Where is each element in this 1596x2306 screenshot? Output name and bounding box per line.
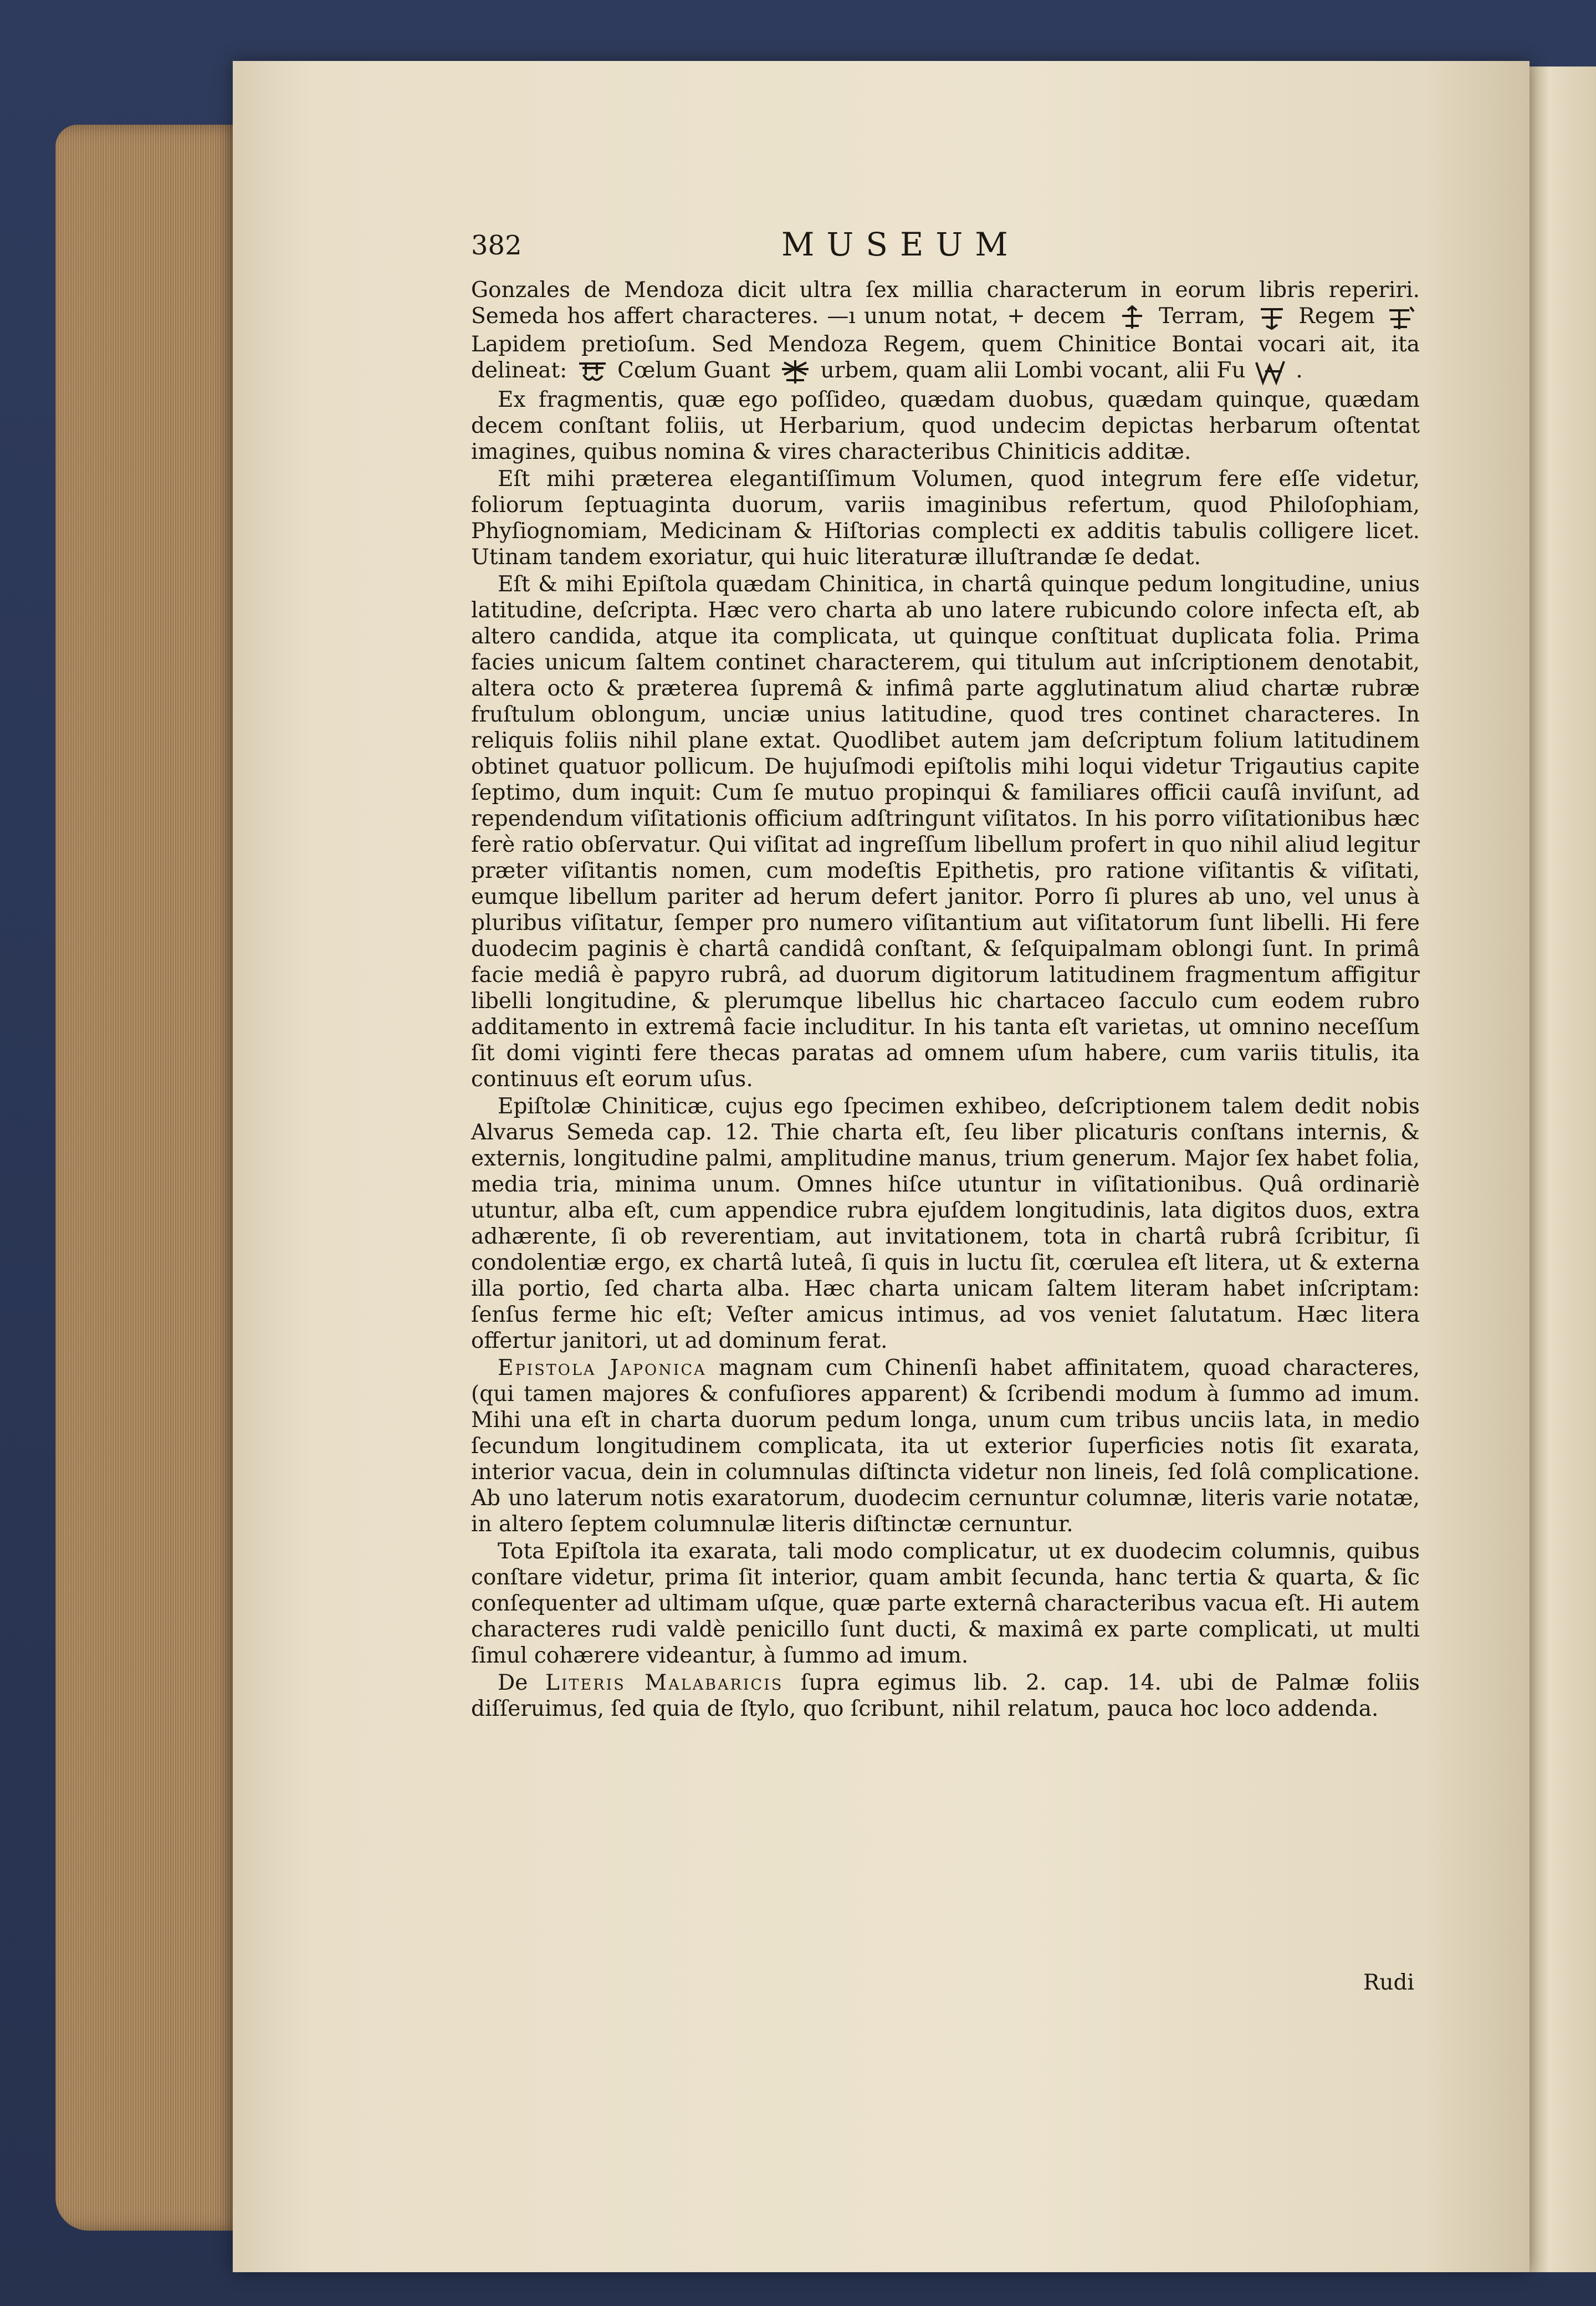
paragraph-7: Tota Epiſtola ita exarata, tali modo complicatur, ut ex duodecim columnis, quibus conſtare videtur, prima ſit interior, quam ambit ſecunda, hanc tertia & quarta, & ſic conſequenter ad ultimam uſque, quæ parte externâ characteribus vacua eſt. Hi autem characteres rudi valdè penicillo ſunt ducti, & maximâ ex parte complicati, ut multi ſimul cohærere videantur, à ſummo ad imum. <box>471 1539 1420 1668</box>
page-body <box>471 277 1420 1723</box>
facing-page-edge <box>1518 67 1596 2272</box>
page-header <box>471 226 1413 274</box>
terra-glyph-icon <box>1114 304 1150 331</box>
book-fore-edge <box>55 125 244 2231</box>
paragraph-8: De Literis Malabaricis ſupra egimus lib. 2. cap. 14. ubi de Palmæ foliis diſſeruimus, ſed quia de ſtylo, quo ſcribunt, nihil relatum, pauca hoc loco addenda. <box>471 1670 1420 1721</box>
fu-glyph-icon <box>1252 358 1289 386</box>
page-number: 382 <box>471 230 522 261</box>
paragraph-5: Epiſtolæ Chiniticæ, cujus ego ſpecimen exhibeo, deſcriptionem talem dedit nobis Alvarus Semeda cap. 12. Thie charta eſt, ſeu liber plicaturis conſtans internis, & externis, longitudine palmi, amplitudine manus, trium generum. Major ſex habet folia, media tria, minima unum. Omnes hiſce utuntur in viſitationibus. Quâ ordinariè utuntur, alba eſt, cum appendice rubra ejuſdem longitudinis, lata digitos duos, extra adhærente, ſi ob reverentiam, aut invitationem, tota in chartâ rubrâ ſcribitur, ſi condolentiæ ergo, ex chartâ luteâ, ſi quis in luctu ſit, cœrulea eſt litera, ut & externa illa portio, ſed charta alba. Hæc charta unicam ſaltem literam habet inſcriptam: ſenſus ferme hic eſt; Veſter amicus intimus, ad vos veniet ſalutatum. Hæc litera offertur janitori, ut ad dominum ferat. <box>471 1094 1420 1353</box>
paragraph-1: Gonzales de Mendoza dicit ultra ſex millia characterum in eorum libris reperiri. Semeda hos affert characteres. —ı unum notat, + decem Terram, Regem Lapidem pretioſum. Sed Mendoza Regem, quem Chinitice Bontai vocari ait, ita delineat: Cœlum Guant urbem, quam alii Lombi vocant, alii Fu . <box>471 277 1420 386</box>
running-head: MUSEUM <box>781 226 1020 263</box>
lapidem-glyph-icon <box>1383 304 1420 331</box>
paragraph-4: Eſt & mihi Epiſtola quædam Chinitica, in chartâ quinque pedum longitudine, unius latitudine, deſcripta. Hæc vero charta ab uno latere rubicundo colore infecta eſt, ab altero candida, atque ita complicata, ut quinque conſtituat duplicata folia. Prima facies unicum ſaltem continet characterem, qui titulum aut inſcriptionem denotabit, altera octo & præterea ſupremâ & infimâ parte agglutinatum aliud chartæ rubræ fruſtulum oblongum, unciæ unius latitudine, quod tres continet characteres. In reliquis foliis nihil plane extat. Quodlibet autem jam deſcriptum folium latitudinem obtinet quatuor pollicum. De hujuſmodi epiſtolis mihi loqui videtur Trigautius capite ſeptimo, dum inquit: Cum ſe mutuo propinqui & familiares officii cauſâ inviſunt, ad rependendum viſitationis officium adſtringunt viſitatos. In his porro viſitationibus hæc ferè ratio obſervatur. Qui viſitat ad ingreſſum libellum profert in quo nihil aliud legitur præter viſitantis nomen, cum modeſtis Epithetis, pro ratione viſitantis & viſitati, eumque libellum pariter ad herum defert janitor. Porro ſi plures ab uno, vel unus à pluribus viſitatur, ſemper pro numero viſitantium aut viſitatorum ſunt libelli. Hi fere duodecim paginis è chartâ candidâ conſtant, & ſeſquipalmam oblongi ſunt. In primâ facie mediâ è papyro rubrâ, ad duorum digitorum latitudinem fragmentum affigitur libelli longitudine, & plerumque libellus hic chartaceo ſacculo cum eodem rubro additamento in extremâ facie includitur. In his tanta eſt varietas, ut omnino neceſſum ſit domi viginti fere thecas paratas ad omnem uſum habere, cum variis titulis, ita continuus eſt eorum uſus. <box>471 572 1420 1092</box>
catchword: Rudi <box>1363 1970 1414 1995</box>
literis-malabaricis-heading: Literis Malabaricis <box>545 1670 784 1695</box>
regem-glyph-icon <box>1254 304 1290 331</box>
urbem-glyph-icon <box>777 358 814 386</box>
paragraph-6: Epistola Japonica magnam cum Chinenſi habet affinitatem, quoad characteres, (qui tamen majores & confuſiores apparent) & ſcribendi modum à ſummo ad imum. Mihi una eſt in charta duorum pedum longa, unum cum tribus unciis lata, in medio ſecundum longitudinem complicata, ita ut exterior ſuperficies notis ſit exarata, interior vacua, dein in columnulas diſtincta videtur non lineis, ſed ſolâ complicatione. Ab uno laterum notis exaratorum, duodecim cernuntur columnæ, literis varie notatæ, in altero ſeptem columnulæ literis diſtinctæ cernuntur. <box>471 1356 1420 1537</box>
paragraph-3: Eſt mihi præterea elegantiſſimum Volumen, quod integrum fere eſſe videtur, foliorum ſeptuaginta duorum, variis imaginibus refertum, quod Philoſophiam, Phyſiognomiam, Medicinam & Hiſtorias complecti ex additis tabulis colligere licet. Utinam tandem exoriatur, qui huic literaturæ illuſtrandæ ſe dedat. <box>471 467 1420 570</box>
paragraph-2: Ex fragmentis, quæ ego poſſideo, quædam duobus, quædam quinque, quædam decem conſtant foliis, ut Herbarium, quod undecim depictas herbarum oſtentat imagines, quibus nomina & vires characteribus Chiniticis additæ. <box>471 387 1420 464</box>
coelum-glyph-icon <box>574 358 611 386</box>
epistola-japonica-heading: Epistola Japonica <box>498 1356 707 1380</box>
